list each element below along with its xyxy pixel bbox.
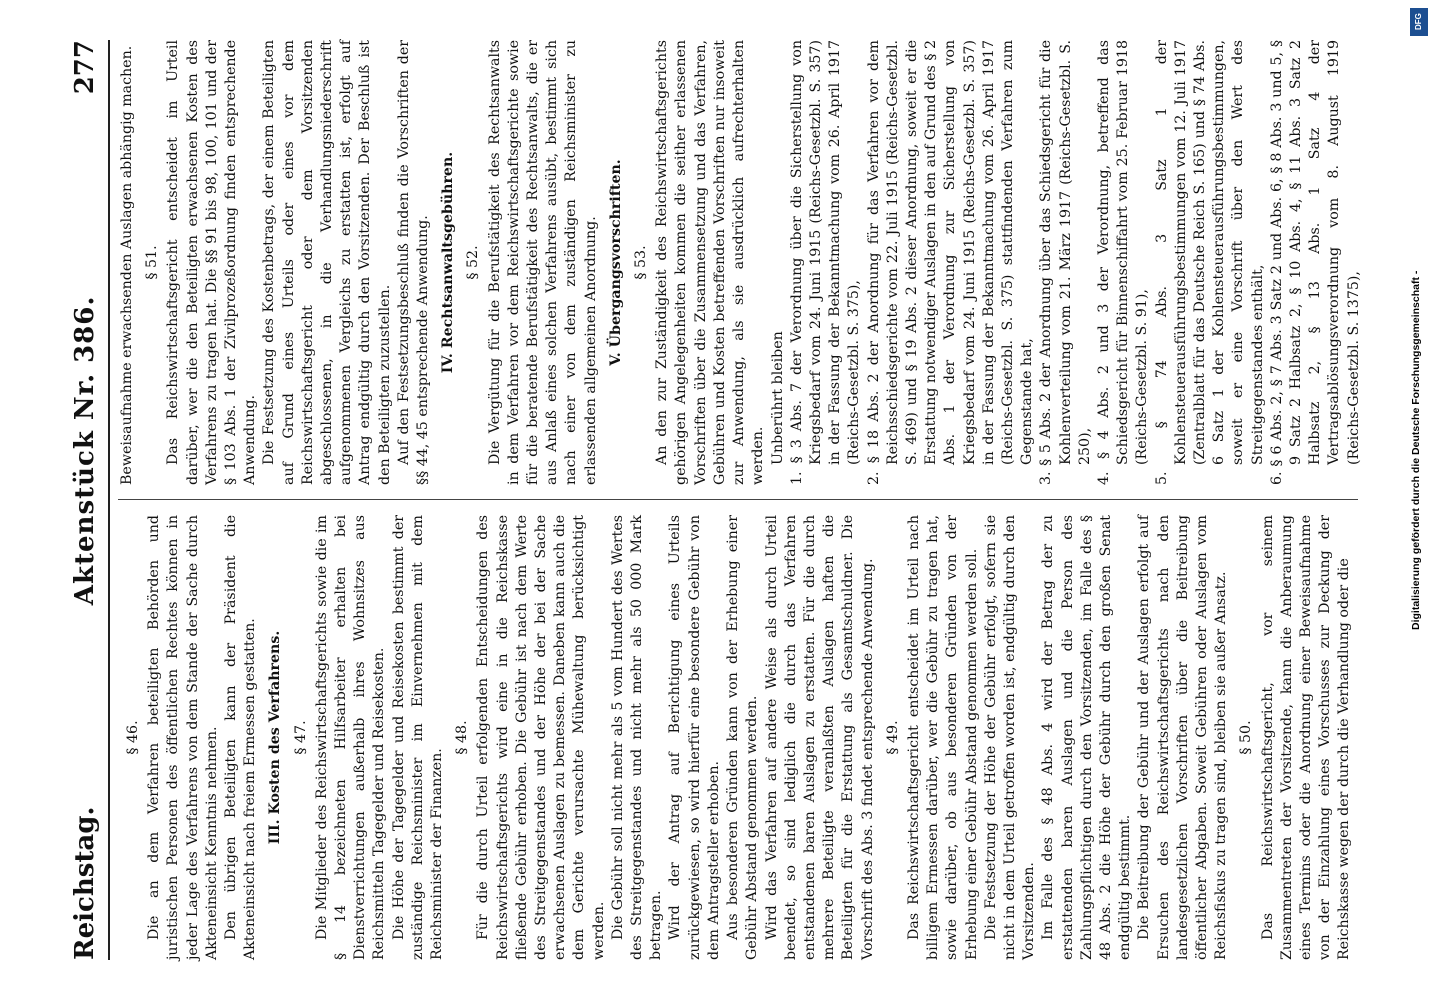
section-48-title: § 48.	[454, 720, 471, 755]
section-49-title: § 49.	[884, 720, 901, 755]
paragraph: Die Festsetzung des Kostenbetrags, der einem Beteiligten auf Grund eines Urteils oder eines vor dem Reichswirtschaftsgericht oder dem Vorsitzenden abgeschlossenen, in die Verhandlungsniederschrift aufgenommenen Vergleichs zu erstatten ist, erfolgt auf Antrag endgültig durch den Vorsitzenden. Der Beschluß ist den Beteiligten zuzustellen.	[261, 40, 393, 485]
section-52-title: § 52.	[465, 245, 482, 280]
paragraph: Die Mitglieder des Reichswirtschaftsgerichts sowie die im § 14 bezeichneten Hilfsarbeiter erhalten bei Dienstverrichtungen außerhalb ihres Wohnsitzes aus Reichsmitteln Tagegelder und Reisekosten.	[313, 515, 388, 960]
paragraph: Die Vergütung für die Berufstätigkeit des Rechtsanwalts in dem Verfahren vor dem Reichswirtschaftsgerichte sowie für die beratende Berufstätigkeit des Rechtsanwalts, die er aus Anlaß eines solchen Verfahrens ausübt, bestimmt sich nach einer von dem zuständigen Reichsminister zu erlassenden allgemeinen Anordnung.	[486, 40, 599, 485]
paragraph: Die Beitreibung der Gebühr und der Auslagen erfolgt auf Ersuchen des Reichswirtschaftsgerichts nach den landesgesetzlichen Vorschriften über die Beitreibung öffentlicher Abgaben. Soweit Gebühren oder Auslagen vom Reichsfiskus zu tragen sind, bleiben sie außer Ansatz.	[1136, 515, 1230, 960]
page-header	[60, 40, 100, 960]
list-item: 1. § 3 Abs. 7 der Verordnung über die Sicherstellung von Kriegsbedarf vom 24. Juni 1915 (Reichs-Gesetzbl. S. 357) in der Fassung der Bekanntmachung vom 26. April 1917 (Reichs-Gesetzbl. S. 375),	[788, 40, 863, 485]
digitization-sidebar	[1410, 10, 1428, 630]
dfg-logo: DFG	[1410, 8, 1428, 36]
section-53-title: § 53.	[633, 245, 650, 280]
part-4-title: IV. Rechtsanwaltsgebühren.	[440, 151, 457, 374]
paragraph: Für die durch Urteil erfolgenden Entscheidungen des Reichswirtschaftsgerichts wird eine in die Reichskasse fließende Gebühr erhoben. Die Gebühr ist nach dem Werte des Streitgegenstandes und der Höhe der bei der Sache erwachsenen Auslagen zu bemessen. Daneben kann auch die dem Gerichte verursachte Mühewaltung berücksichtigt werden.	[475, 515, 607, 960]
digitization-note: Digitalisierung gefördert durch die Deutsche Forschungsgemeinschaft -	[1410, 270, 1422, 630]
paragraph: Unberührt bleiben	[769, 331, 786, 465]
paragraph: Wird der Antrag auf Berichtigung eines Urteils zurückgewiesen, so wird hierfür eine besondere Gebühr von dem Antragsteller erhoben.	[667, 515, 722, 960]
part-5-title: V. Übergangsvorschriften.	[607, 159, 624, 366]
paragraph: Die Gebühr soll nicht mehr als 5 vom Hundert des Wertes des Streitgegenstandes und nicht mehr als 50 000 Mark betragen.	[609, 515, 665, 960]
left-column	[118, 515, 1355, 960]
part-3-title: III. Kosten des Verfahrens.	[267, 630, 284, 845]
header-left: Reichstag.	[70, 806, 100, 960]
paragraph: Aus besonderen Gründen kann von der Erhebung einer Gebühr Abstand genommen werden.	[725, 515, 761, 960]
list-item: 6. § 6 Abs. 2, § 7 Abs. 3 Satz 2 und Abs. 6, § 8 Abs. 3 und 5, § 9 Satz 2 Halbsatz 2, § 10 Abs. 4, § 11 Abs. 3 Satz 2 Halbsatz 2, § 13 Abs. 1 Satz 4 der Vertragsablösungsverordnung vom 8. August 1919 (Reichs-Gesetzbl. S. 1375),	[1268, 40, 1362, 485]
list-item: 3. § 5 Abs. 2 der Anordnung über das Schiedsgericht für die Kohlenverteilung vom 21. März 1917 (Reichs-Gesetzbl. S. 250),	[1038, 40, 1093, 485]
header-title: Aktenstück Nr. 386.	[70, 295, 100, 606]
paragraph: Das Reichswirtschaftsgericht, vor seinem Zusammentreten der Vorsitzende, kann die Anberaumung eines Termins oder die Anordnung einer Beweisaufnahme von der Einzahlung eines Vorschusses zur Deckung der Reichskasse wegen der durch die Verhandlung oder die	[1259, 515, 1353, 960]
section-50-title: § 50.	[1238, 720, 1255, 755]
paragraph: Das Reichswirtschaftsgericht entscheidet im Urteil darüber, wer die den Beteiligten erwachsenen Kosten des Verfahrens zu tragen hat. Die §§ 91 bis 98, 100, 101 und der § 103 Abs. 1 der Zivilprozeßordnung finden entsprechende Anwendung.	[165, 40, 259, 485]
list-item: 2. § 18 Abs. 2 der Anordnung für das Verfahren vor dem Reichsschiedsgerichte vom 22. Juli 1915 (Reichs-Gesetzbl. S. 469) und § 19 Abs. 2 dieser Anordnung, soweit er die Erstattung notwendiger Auslagen in den auf Grund des § 2 Abs. 1 der Verordnung zur Sicherstellung von Kriegsbedarf vom 24. Juni 1915 (Reichs-Gesetzbl. S. 357) in der Fassung der Bekanntmachung vom 26. April 1917 (Reichs-Gesetzbl. S. 375) stattfindenden Verfahren zum Gegenstande hat,	[865, 40, 1036, 485]
paragraph: Beweisaufnahme erwachsenden Auslagen abhängig machen.	[119, 45, 135, 485]
paragraph: Die Höhe der Tagegelder und Reisekosten bestimmt der zuständige Reichsminister im Einvernehmen mit dem Reichsminister der Finanzen.	[390, 515, 446, 960]
paragraph: Den übrigen Beteiligten kann der Präsident die Akteneinsicht nach freiem Ermessen gestatten.	[223, 515, 259, 960]
column-divider	[118, 499, 1358, 500]
section-51-title: § 51.	[144, 245, 161, 280]
paragraph: Die Festsetzung der Höhe der Gebühr erfolgt, sofern sie nicht in dem Urteil getroffen worden ist, endgültig durch den Vorsitzenden.	[982, 515, 1038, 960]
paragraph: Wird das Verfahren auf andere Weise als durch Urteil beendet, so sind lediglich die durch das Verfahren entstandenen baren Auslagen zu erstatten. Für die durch mehrere Beteiligte veranlaßten Auslagen haften die Beteiligten für die Erstattung als Gesamtschuldner. Die Vorschrift des Abs. 3 findet entsprechende Anwendung.	[763, 515, 876, 960]
page-number: 277	[70, 40, 100, 95]
paragraph: Die an dem Verfahren beteiligten Behörden und juristischen Personen des öffentlichen Rechtes können in jeder Lage des Verfahrens von dem Stande der Sache durch Akteneinsicht Kenntnis nehmen.	[146, 515, 220, 960]
paragraph: Im Falle des § 48 Abs. 4 wird der Betrag der zu erstattenden baren Auslagen und die Person des Zahlungspflichtigen durch den Vorsitzenden, im Falle des § 48 Abs. 2 die Höhe der Gebühr durch den großen Senat endgültig bestimmt.	[1040, 515, 1134, 960]
list-item: 4. § 4 Abs. 2 und 3 der Verordnung, betreffend das Schiedsgericht für Binnenschiffahrt vom 25. Februar 1918 (Reichs-Gesetzbl. S. 91),	[1095, 40, 1151, 485]
right-column	[118, 40, 1364, 485]
section-47-title: § 47.	[292, 720, 309, 755]
list-item: 5. § 74 Abs. 3 Satz 1 der Kohlensteuerausführungsbestimmungen vom 12. Juli 1917 (Zentralblatt für das Deutsche Reich S. 165) und § 74 Abs. 6 Satz 1 der Kohlensteuerausführungsbestimmungen, soweit er eine Vorschrift über den Wert des Streitgegenstandes enthält,	[1153, 40, 1266, 485]
paragraph: Auf den Festsetzungsbeschluß finden die Vorschriften der §§ 44, 45 entsprechende Anwendung.	[395, 40, 432, 485]
header-rule	[108, 40, 110, 960]
paragraph: An den zur Zuständigkeit des Reichswirtschaftsgerichts gehörigen Angelegenheiten kommen die seither erlassenen Vorschriften über die Zusammensetzung und das Verfahren, Gebühren und Kosten betreffenden Vorschriften nur insoweit zur Anwendung, als sie ausdrücklich aufrechterhalten werden.	[654, 40, 767, 485]
section-46-title: § 46.	[125, 720, 141, 755]
paragraph: Das Reichswirtschaftsgericht entscheidet im Urteil nach billigem Ermessen darüber, wer die Gebühr zu tragen hat, sowie darüber, ob aus besonderen Gründen von der Erhebung einer Gebühr Abstand genommen werden soll.	[905, 515, 980, 960]
